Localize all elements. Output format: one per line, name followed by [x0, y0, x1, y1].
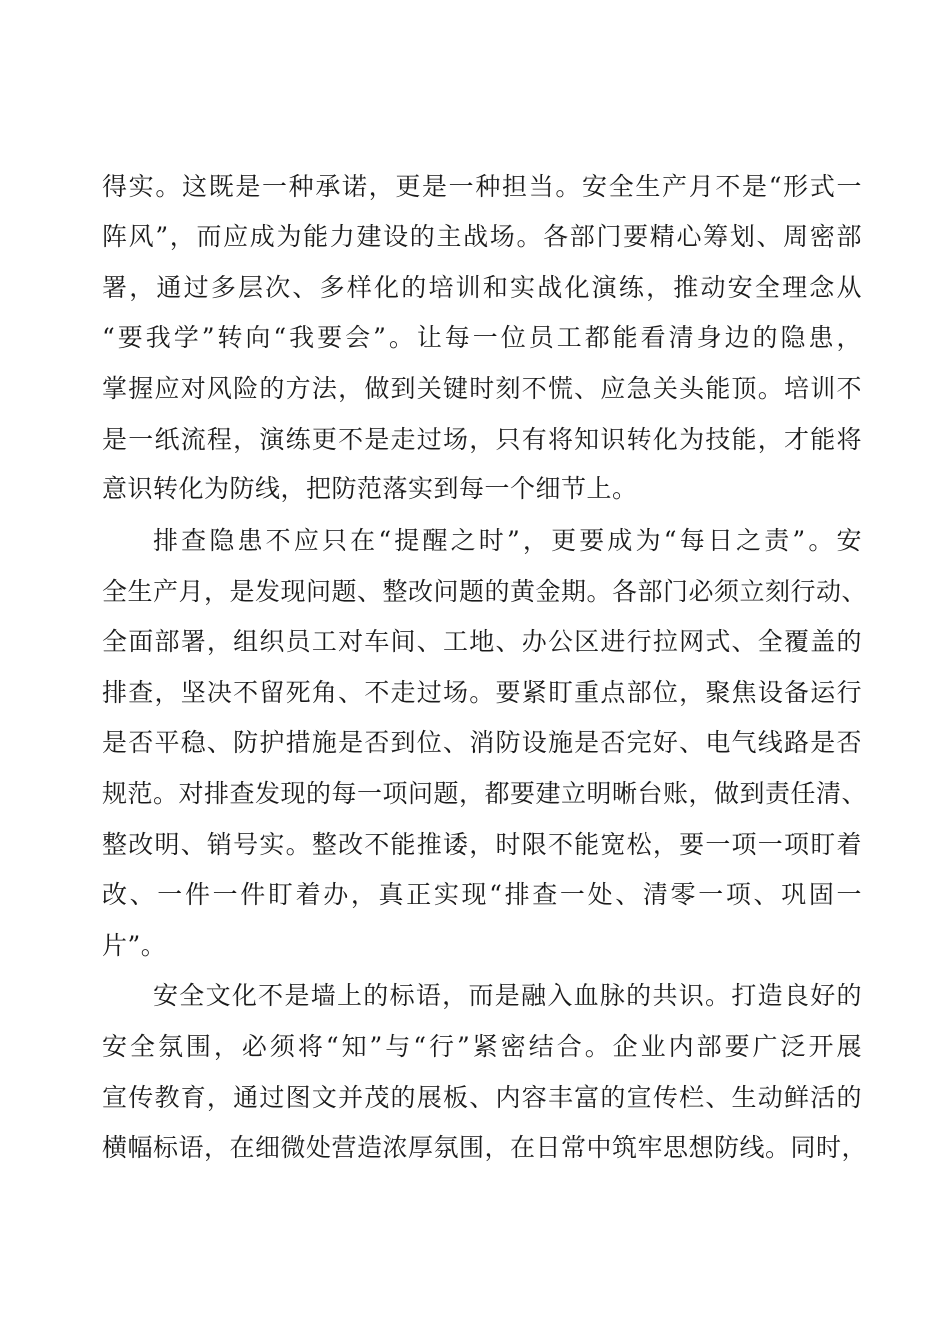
- paragraph-1-line-6: 是一纸流程，演练更不是走过场，只有将知识转化为技能，才能将: [102, 425, 862, 454]
- paragraph-2-line-8: 改、一件一件盯着办，真正实现“排查一处、清零一项、巩固一: [102, 880, 862, 909]
- paragraph-2-line-3: 全面部署，组织员工对车间、工地、办公区进行拉网式、全覆盖的: [102, 627, 862, 656]
- paragraph-2-line-1: 排查隐患不应只在“提醒之时”，更要成为“每日之责”。安: [153, 526, 862, 555]
- paragraph-2-line-4: 排查，坚决不留死角、不走过场。要紧盯重点部位，聚焦设备运行: [102, 678, 862, 707]
- paragraph-1-line-5: 掌握应对风险的方法，做到关键时刻不慌、应急关头能顶。培训不: [102, 374, 862, 403]
- paragraph-1-line-3: 署，通过多层次、多样化的培训和实战化演练，推动安全理念从: [102, 273, 862, 302]
- paragraph-3-line-3: 宣传教育，通过图文并茂的展板、内容丰富的宣传栏、生动鲜活的: [102, 1083, 862, 1112]
- paragraph-1-line-4: “要我学”转向“我要会”。让每一位员工都能看清身边的隐患，: [102, 323, 862, 352]
- paragraph-2-line-7: 整改明、销号实。整改不能推诿，时限不能宽松，要一项一项盯着: [102, 830, 862, 859]
- paragraph-3-line-1: 安全文化不是墙上的标语，而是融入血脉的共识。打造良好的: [153, 981, 862, 1010]
- paragraph-3-line-2: 安全氛围，必须将“知”与“行”紧密结合。企业内部要广泛开展: [102, 1032, 862, 1061]
- paragraph-1-line-1: 得实。这既是一种承诺，更是一种担当。安全生产月不是“形式一: [102, 172, 862, 201]
- paragraph-2-line-2: 全生产月，是发现问题、整改问题的黄金期。各部门必须立刻行动、: [102, 577, 868, 606]
- paragraph-1-line-7: 意识转化为防线，把防范落实到每一个细节上。: [102, 474, 638, 503]
- paragraph-3-line-4: 横幅标语，在细微处营造浓厚氛围，在日常中筑牢思想防线。同时，: [102, 1133, 868, 1162]
- paragraph-1-line-2: 阵风”，而应成为能力建设的主战场。各部门要精心筹划、周密部: [102, 222, 862, 251]
- paragraph-2-line-5: 是否平稳、防护措施是否到位、消防设施是否完好、电气线路是否: [102, 728, 862, 757]
- paragraph-2-line-9: 片”。: [102, 931, 167, 960]
- paragraph-2-line-6: 规范。对排查发现的每一项问题，都要建立明晰台账，做到责任清、: [102, 779, 868, 808]
